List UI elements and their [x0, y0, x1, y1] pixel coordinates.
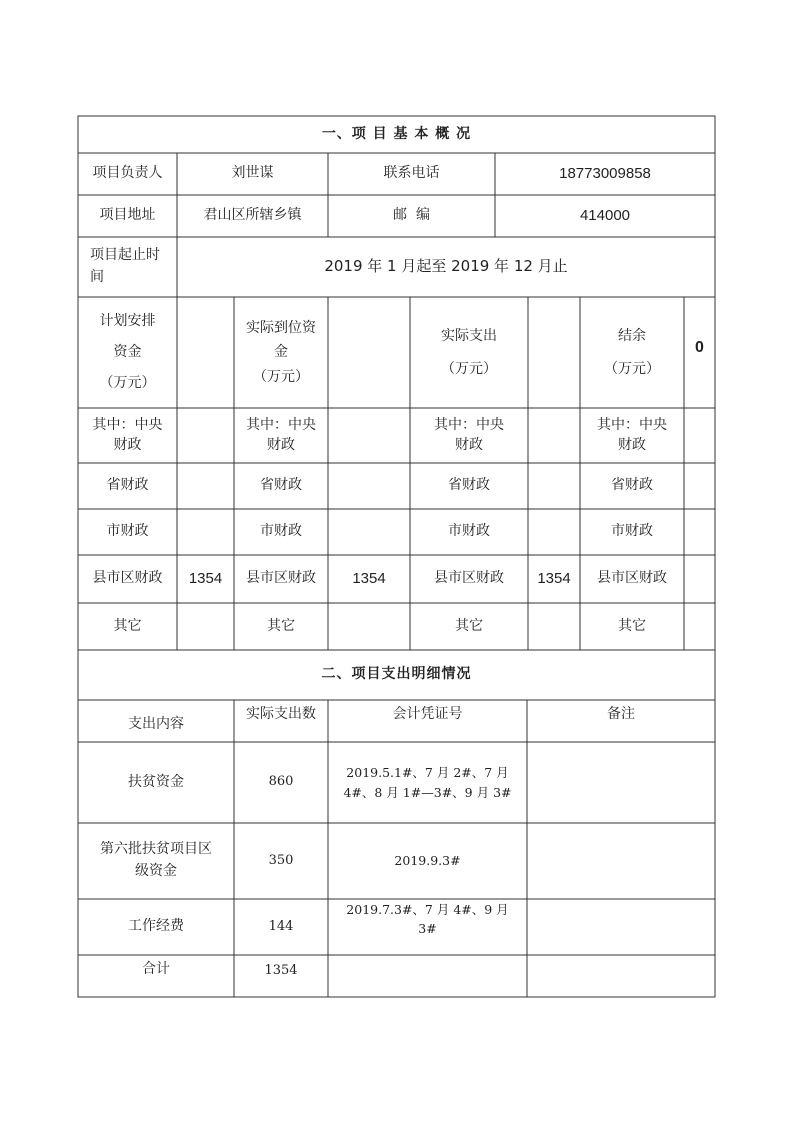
section1-title: 一、项 目 基 本 概 况 [321, 125, 472, 142]
table-row-voucher: 2019.9.3# [394, 853, 461, 869]
county-label-planned: 县市区财政 [92, 570, 163, 587]
city-label-arrived: 市财政 [260, 523, 302, 540]
postcode-value: 414000 [579, 207, 631, 225]
county-planned-value: 1354 [188, 570, 223, 588]
balance-label: 结余 （万元） [604, 328, 660, 377]
central-label-balance: 其中：中央 财政 [597, 416, 667, 453]
leader-label: 项目负责人 [92, 165, 163, 182]
province-label-planned: 省财政 [106, 477, 149, 494]
other-label-arrived: 其它 [267, 617, 295, 634]
county-label-spent: 县市区财政 [434, 570, 504, 587]
phone-value: 18773009858 [559, 165, 651, 183]
county-arrived-value: 1354 [352, 570, 386, 588]
city-label-balance: 市财政 [611, 523, 653, 540]
total-amount: 1354 [264, 963, 298, 978]
table-row-content: 第六批扶贫项目区 级资金 [100, 841, 212, 879]
leader-value: 刘世谋 [231, 165, 274, 182]
other-label-planned: 其它 [113, 617, 142, 634]
county-spent-value: 1354 [537, 570, 571, 588]
postcode-label: 邮 编 [393, 207, 430, 224]
table-row-voucher: 2019.7.3#、7 月 4#、9 月 3# [346, 901, 509, 936]
other-label-balance: 其它 [618, 617, 646, 634]
central-label-planned: 其中：中央 财政 [92, 416, 163, 453]
province-label-spent: 省财政 [448, 477, 490, 494]
address-value: 君山区所辖乡镇 [203, 207, 302, 224]
period-label: 项目起止时 间 [90, 247, 160, 285]
province-label-arrived: 省财政 [260, 477, 302, 494]
header-content: 支出内容 [128, 716, 184, 733]
central-label-spent: 其中：中央 财政 [434, 416, 504, 453]
province-label-balance: 省财政 [611, 477, 653, 494]
county-label-arrived: 县市区财政 [246, 570, 316, 587]
spent-funds-label: 实际支出 （万元） [441, 328, 497, 377]
planned-funds-label: 计划安排 资金 （万元） [99, 313, 156, 391]
address-label: 项目地址 [99, 207, 156, 224]
header-remark: 备注 [607, 706, 635, 722]
header-voucher: 会计凭证号 [392, 706, 463, 722]
table-row-content: 扶贫资金 [128, 773, 184, 790]
table-row-amount: 860 [268, 774, 294, 790]
table-row-amount: 144 [268, 918, 294, 934]
city-label-spent: 市财政 [448, 523, 490, 540]
header-amount: 实际支出数 [246, 706, 316, 722]
arrived-funds-label: 实际到位资 金 （万元） [246, 319, 316, 385]
period-value: 2019 年 1 月起至 2019 年 12 月止 [324, 257, 568, 276]
total-label: 合计 [142, 961, 170, 977]
central-label-arrived: 其中：中央 财政 [246, 416, 316, 453]
county-label-balance: 县市区财政 [597, 570, 667, 587]
table-row-voucher: 2019.5.1#、7 月 2#、7 月 4#、8 月 1#—3#、9 月 3# [343, 765, 512, 800]
table-row-amount: 350 [268, 852, 294, 868]
other-label-spent: 其它 [455, 617, 483, 634]
total-voucher [328, 955, 527, 997]
section2-title: 二、项目支出明细情况 [321, 666, 472, 683]
city-label-planned: 市财政 [106, 523, 149, 540]
phone-label: 联系电话 [383, 165, 440, 182]
table-row-content: 工作经费 [128, 918, 184, 935]
balance-value: 0 [695, 339, 704, 357]
